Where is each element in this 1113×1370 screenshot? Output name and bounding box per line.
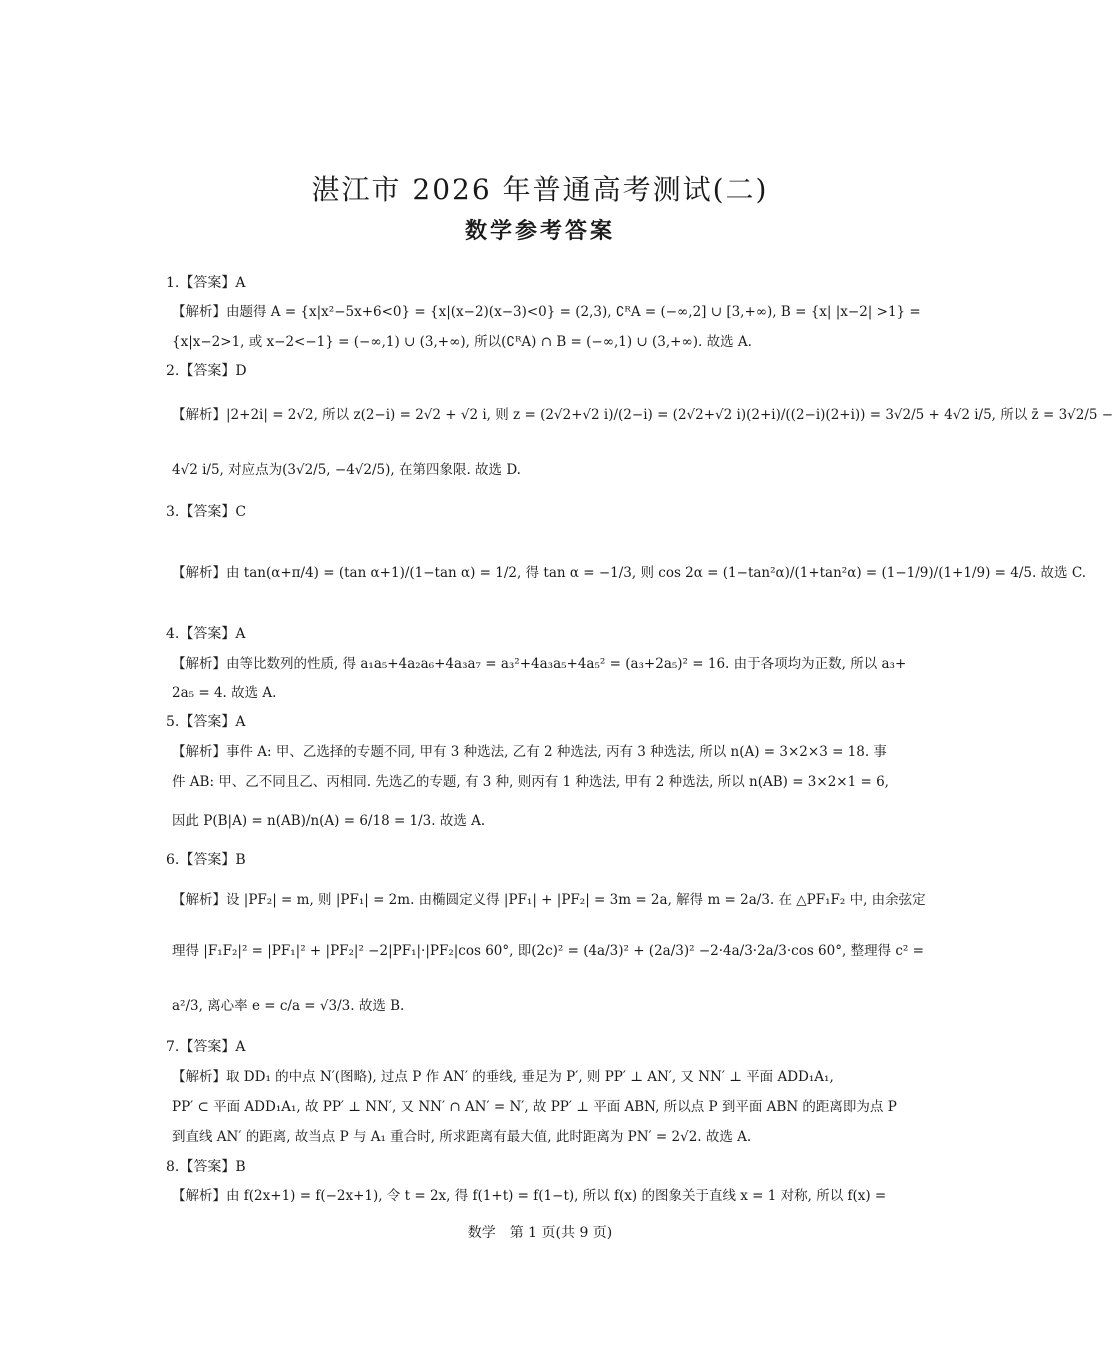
question-5-answer: 5.【答案】A bbox=[166, 714, 246, 730]
document-subtitle: 数学参考答案 bbox=[464, 219, 615, 244]
document-title: 湛江市 2026 年普通高考测试(二) bbox=[311, 173, 769, 206]
question-4-explanation-line: 2a₅ = 4. 故选 A. bbox=[172, 685, 277, 701]
question-1-answer: 1.【答案】A bbox=[166, 275, 246, 291]
question-8-answer: 8.【答案】B bbox=[166, 1159, 246, 1175]
question-2-answer: 2.【答案】D bbox=[166, 363, 247, 379]
page-footer: 数学 第 1 页(共 9 页) bbox=[467, 1225, 613, 1241]
question-4-explanation-line: 【解析】由等比数列的性质, 得 a₁a₅+4a₂a₆+4a₃a₇ = a₃²+4a₃a₅+4a₅² = (a₃+2a₅)² = 16. 由于各项均为正数, 所以 a₃+ bbox=[172, 656, 907, 672]
question-3-answer: 3.【答案】C bbox=[166, 504, 247, 520]
question-5-explanation-line: 件 AB: 甲、乙不同且乙、丙相同. 先选乙的专题, 有 3 种, 则丙有 1 种选法, 甲有 2 种选法, 所以 n(AB) = 3×2×1 = 6, bbox=[172, 774, 889, 790]
question-6-explanation-line: 理得 |F₁F₂|² = |PF₁|² + |PF₂|² −2|PF₁|·|PF₂|cos 60°, 即(2c)² = (4a/3)² + (2a/3)² −2·4a/3·2a/3·cos 60°, 整理得 c² = bbox=[172, 943, 924, 959]
question-6-explanation-line: 【解析】设 |PF₂| = m, 则 |PF₁| = 2m. 由椭圆定义得 |PF₁| + |PF₂| = 3m = 2a, 解得 m = 2a/3. 在 △PF₁F₂ 中, 由余弦定 bbox=[172, 892, 926, 908]
question-7-explanation-line: 【解析】取 DD₁ 的中点 N′(图略), 过点 P 作 AN′ 的垂线, 垂足为 P′, 则 PP′ ⊥ AN′, 又 NN′ ⊥ 平面 ADD₁A₁, bbox=[172, 1069, 834, 1085]
question-4-answer: 4.【答案】A bbox=[166, 626, 246, 642]
question-6-answer: 6.【答案】B bbox=[166, 852, 246, 868]
question-8-explanation-line: 【解析】由 f(2x+1) = f(−2x+1), 令 t = 2x, 得 f(1+t) = f(1−t), 所以 f(x) 的图象关于直线 x = 1 对称, 所以 f(x) = bbox=[172, 1188, 887, 1204]
question-5-explanation-line: 【解析】事件 A: 甲、乙选择的专题不同, 甲有 3 种选法, 乙有 2 种选法, 丙有 3 种选法, 所以 n(A) = 3×2×3 = 18. 事 bbox=[172, 744, 887, 760]
question-1-explanation-line: {x|x−2>1, 或 x−2<−1} = (−∞,1) ∪ (3,+∞), 所以(∁ᴿA) ∩ B = (−∞,1) ∪ (3,+∞). 故选 A. bbox=[172, 334, 752, 350]
question-6-explanation-line: a²/3, 离心率 e = c/a = √3/3. 故选 B. bbox=[172, 998, 405, 1014]
question-1-explanation-line: 【解析】由题得 A = {x|x²−5x+6<0} = {x|(x−2)(x−3)<0} = (2,3), ∁ᴿA = (−∞,2] ∪ [3,+∞), B = {x| |x−2| >1} = bbox=[172, 304, 921, 320]
question-2-explanation-line: 【解析】|2+2i| = 2√2, 所以 z(2−i) = 2√2 + √2 i, 则 z = (2√2+√2 i)/(2−i) = (2√2+√2 i)(2+i)/((2−i)(2+i)) = 3√2/5 + 4√2 i/5, 所以 z̄ = 3√2/5 − bbox=[172, 407, 1113, 423]
question-7-explanation-line: PP′ ⊂ 平面 ADD₁A₁, 故 PP′ ⊥ NN′, 又 NN′ ∩ AN′ = N′, 故 PP′ ⊥ 平面 ABN, 所以点 P 到平面 ABN 的距离即为点 P bbox=[172, 1099, 897, 1115]
question-7-answer: 7.【答案】A bbox=[166, 1039, 246, 1055]
question-3-explanation-line: 【解析】由 tan(α+π/4) = (tan α+1)/(1−tan α) = 1/2, 得 tan α = −1/3, 则 cos 2α = (1−tan²α)/(1+tan²α) = (1−1/9)/(1+1/9) = 4/5. 故选 C. bbox=[172, 565, 1086, 581]
question-2-explanation-line: 4√2 i/5, 对应点为(3√2/5, −4√2/5), 在第四象限. 故选 D. bbox=[172, 462, 521, 478]
question-7-explanation-line: 到直线 AN′ 的距离, 故当点 P 与 A₁ 重合时, 所求距离有最大值, 此时距离为 PN′ = 2√2. 故选 A. bbox=[172, 1129, 752, 1145]
question-5-explanation-line: 因此 P(B|A) = n(AB)/n(A) = 6/18 = 1/3. 故选 A. bbox=[172, 813, 486, 829]
